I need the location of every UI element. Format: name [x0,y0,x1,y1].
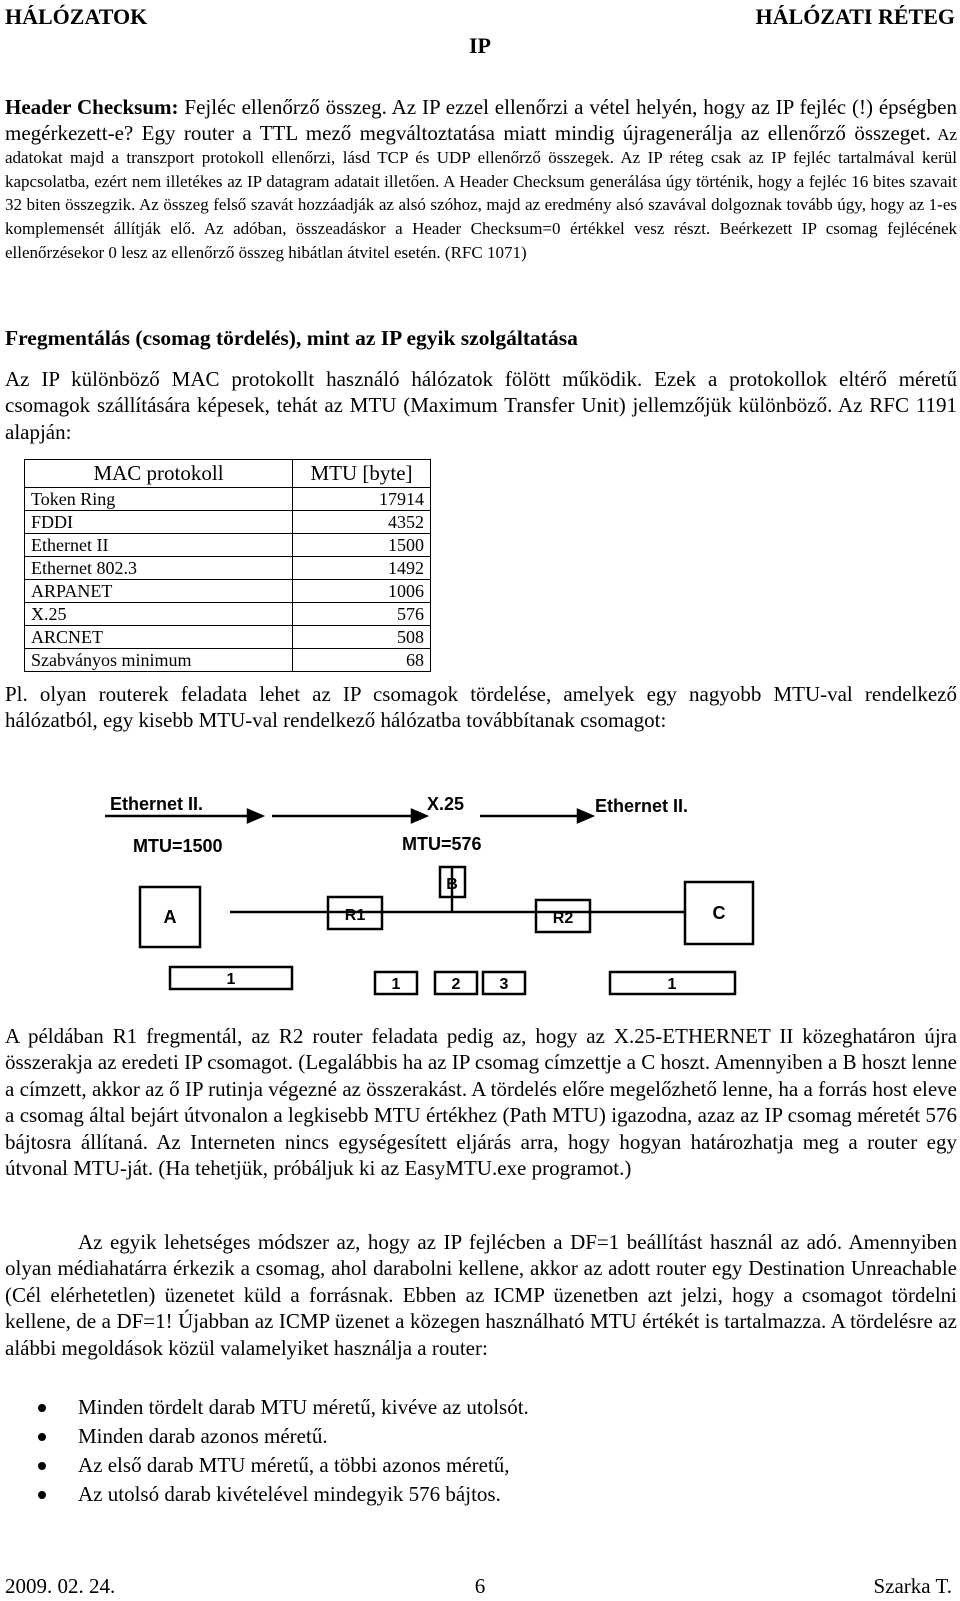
bullet-icon [38,1491,46,1499]
table-cell-protocol: Token Ring [25,488,293,511]
table-header-mtu: MTU [byte] [293,460,431,488]
packet-mid-3-label: 3 [499,976,509,993]
table-row [25,488,431,511]
example-paragraph: Pl. olyan routerek feladata lehet az IP csomagok tördelése, amelyek egy nagyobb MTU-val rendelkező hálózatból, egy kisebb MTU-val rendelkező hálózatba továbbítanak csomagot: [5,682,957,733]
list-item [0,1393,529,1422]
table-cell-protocol: Ethernet II [25,534,293,557]
table-cell-mtu: 4352 [293,511,431,534]
packet-mid-1-label: 1 [391,976,401,993]
intro-paragraph: Az IP különböző MAC protokollt használó hálózatok fölött működik. Ezek a protokollok eltérő méretű csomagok szállítására képesek, tehát az MTU (Maximum Transfer Unit) jellemzőjük különböző. Az RFC 1191 alapján: [5,367,957,444]
footer-date: 2009. 02. 24. [5,1574,116,1598]
table-row [25,534,431,557]
host-c-label: C [712,903,726,923]
list-item [0,1451,529,1480]
router-r1-label: R1 [344,907,366,924]
net-mid-label: X.25 [427,794,465,814]
host-b-label: B [446,876,458,893]
footer-author: Szarka T. [873,1574,952,1598]
header-right-title: HÁLÓZATI RÉTEG [755,4,955,29]
host-a-label: A [163,907,177,927]
table-cell-mtu: 17914 [293,488,431,511]
bullet-icon [38,1462,46,1470]
packet-right-label: 1 [667,976,677,993]
table-cell-mtu: 1006 [293,580,431,603]
table-cell-mtu: 68 [293,649,431,672]
header-left-title: HÁLÓZATOK [5,4,148,29]
mtu-table [24,459,431,672]
table-cell-mtu: 1500 [293,534,431,557]
fragmentation-diagram [100,772,860,1012]
packet-mid-2-label: 2 [451,976,461,993]
list-item-text: Az első darab MTU méretű, a többi azonos méretű, [78,1453,510,1477]
list-item [0,1480,529,1509]
router-r2-label: R2 [552,910,574,927]
net-left-label: Ethernet II. [110,794,204,814]
table-header-row [25,460,431,488]
table-row [25,511,431,534]
table-header-protocol: MAC protokoll [25,460,293,488]
packet-left-label: 1 [226,971,236,988]
table-row [25,557,431,580]
arrow-mid-left-head [412,810,426,822]
table-cell-protocol: FDDI [25,511,293,534]
list-item-text: Az utolsó darab kivételével mindegyik 576 bájtos. [78,1482,501,1506]
table-cell-mtu: 508 [293,626,431,649]
table-row [25,603,431,626]
r1-paragraph: A példában R1 fregmentál, az R2 router feladata pedig az, hogy az X.25-ETHERNET II közeghatáron újra összerakja az eredeti IP csomagot. (Legalábbis ha az IP csomag címzettje a C hoszt. Amennyiben a B hoszt lenne a címzett, akkor az ő IP rutinja végezné az összerakást. A tördelés előre megelőzhető lenne, ha a forrás host eleve a csomag által bejárt útvonalon a legkisebb MTU értékhez (Path MTU) igazodna, azaz az IP csomag méretét 576 bájtosra állítaná. Az Interneten nincs egységesített eljárás arra, hogy hogyan határozhatja meg a router egy útvonal MTU-ját. (Ha tehetjük, próbáljuk ki az EasyMTU.exe programot.) [5,1024,957,1181]
list-item [0,1422,529,1451]
table-cell-protocol: Szabványos minimum [25,649,293,672]
checksum-paragraph [5,95,957,264]
mtu-mid-label: MTU=576 [402,834,482,854]
header-center-title: IP [469,33,491,58]
bullet-icon [38,1404,46,1412]
arrow-left-head [248,810,262,822]
table-cell-protocol: ARPANET [25,580,293,603]
mtu-left-label: MTU=1500 [133,836,223,856]
table-cell-mtu: 576 [293,603,431,626]
table-cell-protocol: Ethernet 802.3 [25,557,293,580]
arrow-mid-right-head [578,810,592,822]
section-title: Fregmentálás (csomag tördelés), mint az IP egyik szolgáltatása [5,326,578,350]
table-row [25,580,431,603]
table-row [25,626,431,649]
list-item-text: Minden tördelt darab MTU méretű, kivéve az utolsót. [78,1395,529,1419]
table-cell-protocol: X.25 [25,603,293,626]
bullet-icon [38,1433,46,1441]
table-cell-mtu: 1492 [293,557,431,580]
checksum-intro: Fejléc ellenőrző összeg. Az IP ezzel ellenőrzi a vétel helyén, hogy az IP fejléc (!) épségben megérkezett-e? Egy router a TTL mező megváltoztatása miatt mindig újragenerálja az ellenőrző összeget. [5,95,957,145]
checksum-term: Header Checksum: [5,95,179,119]
table-cell-protocol: ARCNET [25,626,293,649]
table-row [25,649,431,672]
list-item-text: Minden darab azonos méretű. [78,1424,328,1448]
df-paragraph: Az egyik lehetséges módszer az, hogy az IP fejlécben a DF=1 beállítást használ az adó. Amennyiben olyan médiahatárra érkezik a csomag, ahol darabolni kellene, akkor az adott router egy Destination Unreachable (Cél elérhetetlen) üzenetet küld a forrásnak. Ebben az ICMP üzenetben azt jelzi, hogy a csomagot tördelni kellene, de a DF=1! Újabban az ICMP üzenet a közegen használható MTU értékét is tartalmazza. A tördelésre az alábbi megoldások közül valamelyiket használja a router: [5,1230,957,1360]
net-right-label: Ethernet II. [595,796,689,816]
footer-page-number: 6 [474,1574,486,1598]
fragmentation-options-list [0,1393,529,1509]
checksum-body: Az adatokat majd a transzport protokoll ellenőrzi, lásd TCP és UDP ellenőrző összegek. Az IP réteg csak az IP fejléc tartalmával kerül kapcsolatba, ezért nem illetékes az IP datagram adatait illetően. A Header Checksum generálása úgy történik, hogy a fejléc 16 bites szavait 32 biten összegzik. Az összeg felső szavát hozzáadják az alsó szóhoz, majd az eredmény alsó szavával dolgoznak tovább úgy, hogy az 1-es komplemensét állítják elő. Az adóban, összeadáskor a Header Checksum=0 értékkel vesz részt. Beérkezett IP csomag fejlécének ellenőrzésekor 0 lesz az ellenőrző összeg hibátlan átvitel esetén. (RFC 1071) [5,124,958,262]
